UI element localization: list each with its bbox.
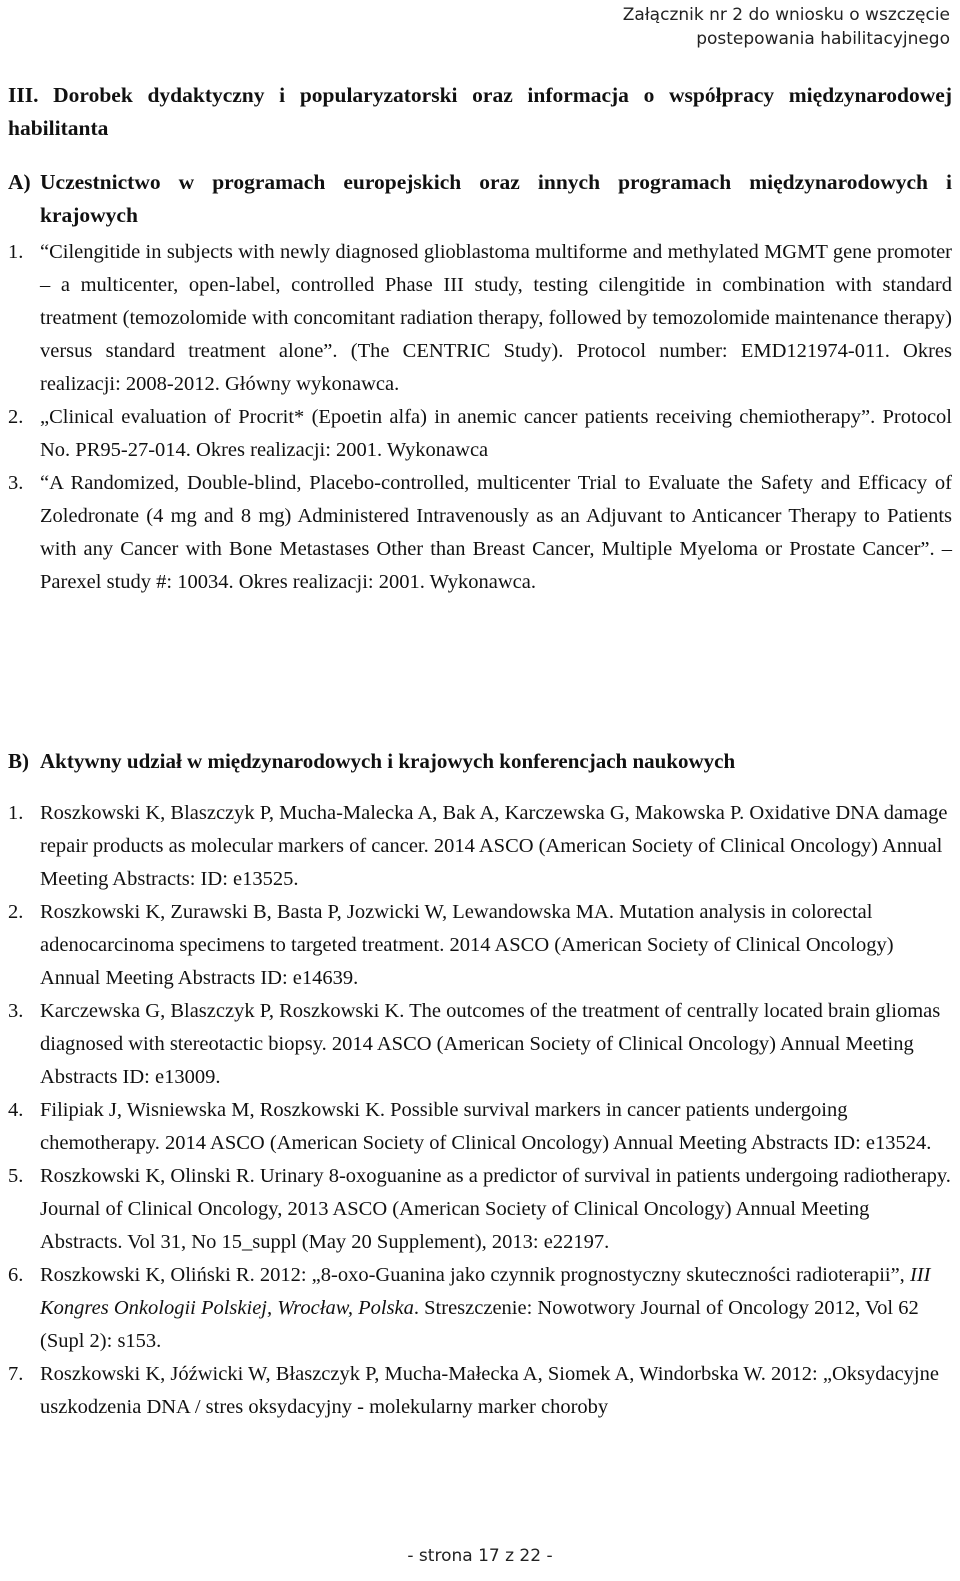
section-b-label: B) <box>8 749 29 773</box>
list-item <box>8 236 952 401</box>
item-text: Roszkowski K, Olinski R. Urinary 8-oxoguanine as a predictor of survival in patients undergoing radiotherapy. Journal of Clinical Oncology, 2013 ASCO (American Society of Clinical Oncology) Annual Meeting Abstracts. Vol 31, No 15_suppl (May 20 Supplement), 2013: e22197. <box>40 1165 951 1253</box>
main-title: III. Dorobek dydaktyczny i popularyzatorski oraz informacja o współpracy międzynarodowej habilitanta <box>8 83 952 140</box>
item-text: Roszkowski K, Blaszczyk P, Mucha-Malecka A, Bak A, Karczewska G, Makowska P. Oxidative DNA damage repair products as molecular markers of cancer. 2014 ASCO (American Society of Clinical Oncology) Annual Meeting Abstracts: ID: e13525. <box>40 802 948 890</box>
list-item <box>8 995 952 1094</box>
list-item <box>8 1358 952 1424</box>
item-text: “Cilengitide in subjects with newly diagnosed glioblastoma multiforme and methylated MGMT gene promoter – a multicenter, open-label, controlled Phase III study, testing cilengitide in combination with standard treatment (temozolomide with concomitant radiation therapy, followed by temozolomide maintenance therapy) versus standard treatment alone”. (The CENTRIC Study). Protocol number: EMD121974-011. Okres realizacji: 2008-2012. Główny wykonawca. <box>40 241 952 395</box>
item-number: 2. <box>8 901 24 923</box>
list-item <box>8 1160 952 1259</box>
item-number: 4. <box>8 1099 24 1121</box>
item-text: Karczewska G, Blaszczyk P, Roszkowski K. The outcomes of the treatment of centrally located brain gliomas diagnosed with stereotactic biopsy. 2014 ASCO (American Society of Clinical Oncology) Annual Meeting Abstracts ID: e13009. <box>40 1000 941 1088</box>
item-text: Filipiak J, Wisniewska M, Roszkowski K. Possible survival markers in cancer patients undergoing chemotherapy. 2014 ASCO (American Society of Clinical Oncology) Annual Meeting Abstracts ID: e13524. <box>40 1099 932 1154</box>
list-item <box>8 797 952 896</box>
section-b-heading <box>8 745 952 778</box>
item-number: 2. <box>8 406 24 428</box>
item-text: „Clinical evaluation of Procrit* (Epoetin alfa) in anemic cancer patients receiving chemiotherapy”. Protocol No. PR95-27-014. Okres realizacji: 2001. Wykonawca <box>40 406 952 461</box>
section-a-list <box>8 236 952 599</box>
page-number-footer: - strona 17 z 22 - <box>407 1546 553 1566</box>
item-number: 7. <box>8 1363 24 1385</box>
item-text-part: . Streszczenie: Nowotwory Journal of Oncology 2012, Vol 62 (Supl 2): s153. <box>40 1297 919 1352</box>
conference-name: III Kongres Onkologii Polskiej, Wrocław, Polska <box>40 1264 931 1319</box>
item-text: Roszkowski K, Jóźwicki W, Błaszczyk P, Mucha-Małecka A, Siomek A, Windorbska W. 2012: „Oksydacyjne uszkodzenia DNA / stres oksydacyjny - molekularny marker choroby <box>40 1363 939 1418</box>
item-text: Roszkowski K, Zurawski B, Basta P, Jozwicki W, Lewandowska MA. Mutation analysis in colorectal adenocarcinoma specimens to targeted treatment. 2014 ASCO (American Society of Clinical Oncology) Annual Meeting Abstracts ID: e14639. <box>40 901 894 989</box>
section-a-title: Uczestnictwo w programach europejskich oraz innych programach międzynarodowych i krajowych <box>40 170 952 227</box>
item-number: 6. <box>8 1264 24 1286</box>
item-number: 1. <box>8 802 24 824</box>
page-header <box>510 3 950 51</box>
item-number: 3. <box>8 1000 24 1022</box>
item-text-part: Roszkowski K, Oliński R. 2012: „8-oxo-Guanina jako czynnik prognostyczny skuteczności radioterapii”, <box>40 1264 910 1286</box>
list-item <box>8 1094 952 1160</box>
item-text: “A Randomized, Double-blind, Placebo-controlled, multicenter Trial to Evaluate the Safety and Efficacy of Zoledronate (4 mg and 8 mg) Administered Intravenously as an Adjuvant to Anticancer Therapy to Patients with any Cancer with Bone Metastases Other than Breast Cancer, Multiple Myeloma or Prostate Cancer”. – Parexel study #: 10034. Okres realizacji: 2001. Wykonawca. <box>40 472 952 593</box>
section-a-heading <box>8 166 952 232</box>
item-number: 5. <box>8 1165 24 1187</box>
section-b-list <box>8 797 952 1424</box>
header-line-2: postepowania habilitacyjnego <box>696 29 950 49</box>
item-number: 3. <box>8 472 24 494</box>
item-text <box>40 1259 952 1358</box>
list-item <box>8 401 952 467</box>
section-b-title: Aktywny udział w międzynarodowych i krajowych konferencjach naukowych <box>40 749 736 773</box>
section-a-label: A) <box>8 170 31 194</box>
list-item <box>8 1259 952 1358</box>
item-number: 1. <box>8 241 24 263</box>
list-item <box>8 467 952 599</box>
header-line-1: Załącznik nr 2 do wniosku o wszczęcie <box>622 5 950 25</box>
list-item <box>8 896 952 995</box>
